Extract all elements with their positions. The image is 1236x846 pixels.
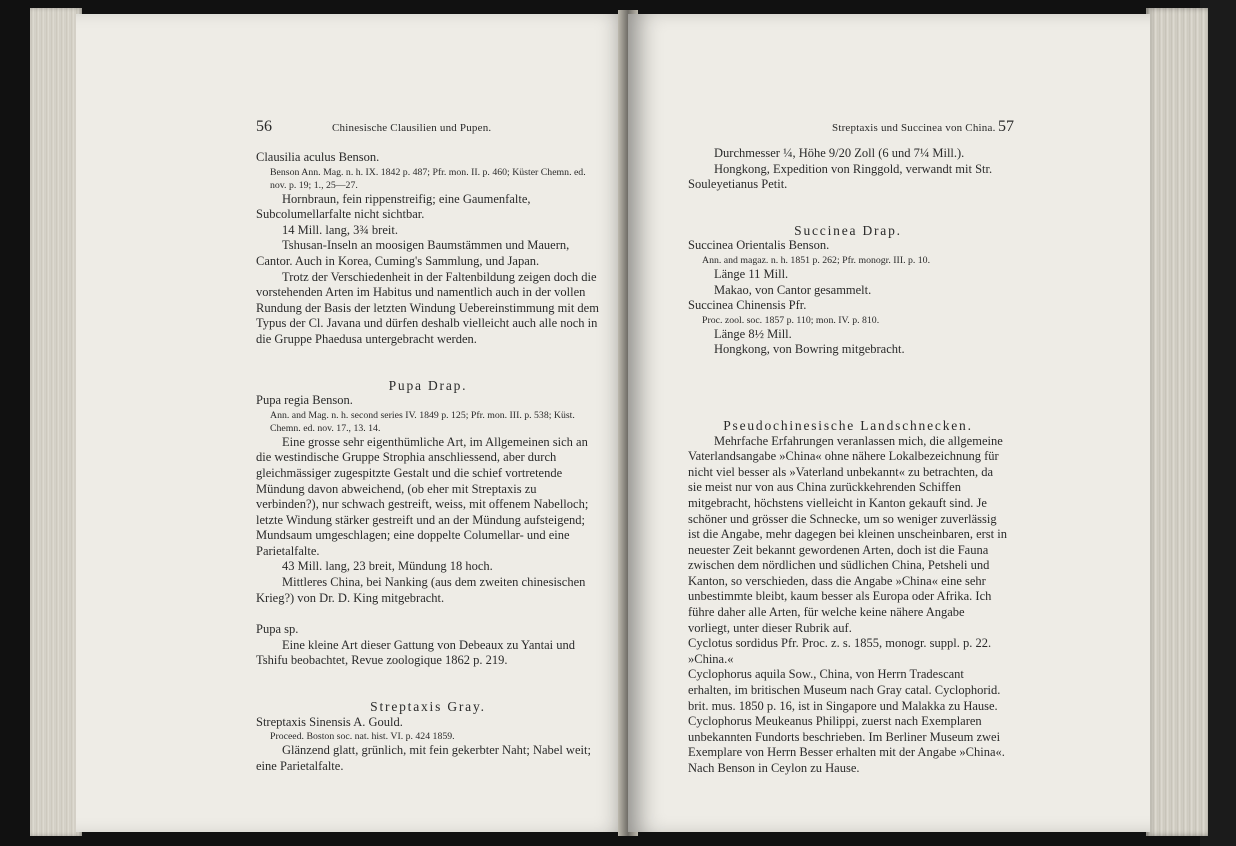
paragraph: Glänzend glatt, grünlich, mit fein gekerbter Naht; Nabel weit; eine Parietalfalte. (256, 743, 591, 773)
paragraph: 14 Mill. lang, 3¾ breit. (282, 222, 398, 237)
species-name: Cyclotus sordidus Pfr. Proc. z. s. 1855, monogr. suppl. p. 22. »China.« (688, 636, 992, 666)
paragraph: Hornbraun, fein rippenstreifig; eine Gaumenfalte, Subcolumellarfalte nicht sichtbar. (256, 191, 531, 222)
species-name: Cyclophorus aquila Sow., China, von Herrn Tradescant erhalten, im britischen Museum nach Gray catal. Cyclophorid. brit. mus. 1850 p. 16, ist in Singapore und Malakka zu Hause. (688, 667, 1001, 713)
paragraph: Länge 11 Mill. (714, 266, 789, 281)
running-head: Streptaxis und Succinea von China. (832, 122, 996, 134)
bibliographic-reference: Proc. zool. soc. 1857 p. 110; mon. IV. p. 810. (702, 314, 880, 326)
paragraph: Hongkong, Expedition von Ringgold, verwandt mit Str. Souleyetianus Petit. (688, 161, 993, 192)
left-page-body (256, 150, 600, 774)
paragraph: Tshusan-Inseln an moosigen Baumstämmen und Mauern, Cantor. Auch in Korea, Cuming's Sammlung, und Japan. (256, 238, 570, 268)
paragraph: Trotz der Verschiedenheit in der Faltenbildung zeigen doch die vorstehenden Arten im Habitus und namentlich auch in der vollen Rundung der Basis der letzten Windung Uebereinstimmung mit dem Typus der Cl. Javana und dürfen deshalb vielleicht auch alle noch in die Gruppe Phaedusa untergebracht werden. (256, 269, 599, 346)
page-number: 57 (998, 118, 1014, 135)
paragraph: Eine kleine Art dieser Gattung von Debeaux zu Yantai und Tshifu beobachtet, Revue zoologique 1862 p. 219. (256, 637, 575, 668)
bibliographic-reference: Ann. and Mag. n. h. second series IV. 1849 p. 125; Pfr. mon. III. p. 538; Küst. Chemn. ed. nov. 17., 13. 14. (270, 409, 575, 434)
species-name: Cyclophorus Meukeanus Philippi, zuerst nach Exemplaren unbekannten Fundorts beschrieben. Im Berliner Museum zwei Exemplare von Herrn Besser erhalten mit der Angabe »China«. Nach Benson in Ceylon zu Hause. (688, 714, 1005, 775)
spacer (688, 193, 1008, 223)
species-name: Clausilia aculus Benson. (256, 150, 380, 164)
section-heading: Pupa Drap. (388, 377, 468, 393)
right-page-edges (1146, 8, 1208, 836)
bibliographic-reference: Benson Ann. Mag. n. h. IX. 1842 p. 487; Pfr. mon. II. p. 460; Küster Chemn. ed. nov. p. 19; 1., 25—27. (270, 166, 586, 191)
spacer (688, 358, 1008, 388)
right-page (628, 14, 1150, 832)
paragraph: Mehrfache Erfahrungen veranlassen mich, die allgemeine Vaterlandsangabe »China« ohne nähere Lokalbezeichnung für nicht viel besser als »Vaterland unbekannt« zu betrachten, da sie meist nur von aus China zurückkehrenden Schiffen mitgebracht, höchstens vielleicht in Kanton gekauft sind. Je schöner und grösser die Schnecke, um so weniger zuverlässig ist die Angabe, mehr dagegen bei kleinen unscheinbaren, erst in neuester Zeit bekannt gewordenen Arten, doch ist die Fauna zwischen dem nördlichen und südlichen China, Petsheli und Kanton, so verschieden, dass die Angabe »China« eine sehr unbestimmte bleibt, kaum besser als Europa oder Afrika. Ich führe daher alle Arten, für welche keine nähere Angabe vorliegt, unter dieser Rubrik auf. (688, 433, 1007, 635)
bibliographic-reference: Ann. and magaz. n. h. 1851 p. 262; Pfr. monogr. III. p. 10. (702, 254, 931, 266)
species-name: Succinea Orientalis Benson. (688, 238, 830, 253)
paragraph: Eine grosse sehr eigenthümliche Art, im Allgemeinen sich an die westindische Gruppe Strophia anschliessend, aber durch gleichmässiger zugespitzte Gestalt und die schief vortretende Mündung davon abweichend, (ob eher mit Streptaxis zu verbinden?), nur schwach gestreift, weiss, mit offenem Nabelloch; letzte Windung stärker gestreift und an der Mündung aufsteigend; Mundsaum umgeschlagen; eine doppelte Columellar- und eine Parietalfalte. (256, 434, 589, 558)
paragraph: Länge 8½ Mill. (714, 326, 792, 341)
left-page-edges (30, 8, 82, 836)
species-name: Succinea Chinensis Pfr. (688, 298, 807, 313)
paragraph: Durchmesser ¼, Höhe 9/20 Zoll (6 und 7¼ Mill.). (714, 146, 965, 160)
page-number: 56 (256, 118, 272, 135)
paragraph: Mittleres China, bei Nanking (aus dem zweiten chinesischen Krieg?) von Dr. D. King mitgebracht. (256, 575, 586, 605)
section-heading: Pseudochinesische Landschnecken. (723, 417, 973, 433)
left-page (76, 14, 628, 832)
paragraph: Hongkong, von Bowring mitgebracht. (714, 342, 905, 357)
right-page-body (688, 146, 1008, 777)
bibliographic-reference: Proceed. Boston soc. nat. hist. VI. p. 424 1859. (270, 731, 455, 743)
section-heading: Streptaxis Gray. (370, 699, 486, 715)
spacer (256, 348, 600, 378)
section-heading: Succinea Drap. (794, 222, 902, 238)
spacer (256, 669, 600, 699)
spacer (256, 606, 600, 622)
paragraph: 43 Mill. lang, 23 breit, Mündung 18 hoch. (282, 559, 493, 574)
running-head: Chinesische Clausilien und Pupen. (332, 122, 492, 134)
spacer (688, 388, 1008, 418)
species-name: Streptaxis Sinensis A. Gould. (256, 714, 403, 729)
paragraph: Makao, von Cantor gesammelt. (714, 282, 872, 297)
species-name: Pupa sp. (256, 622, 299, 637)
species-name: Pupa regia Benson. (256, 393, 353, 408)
